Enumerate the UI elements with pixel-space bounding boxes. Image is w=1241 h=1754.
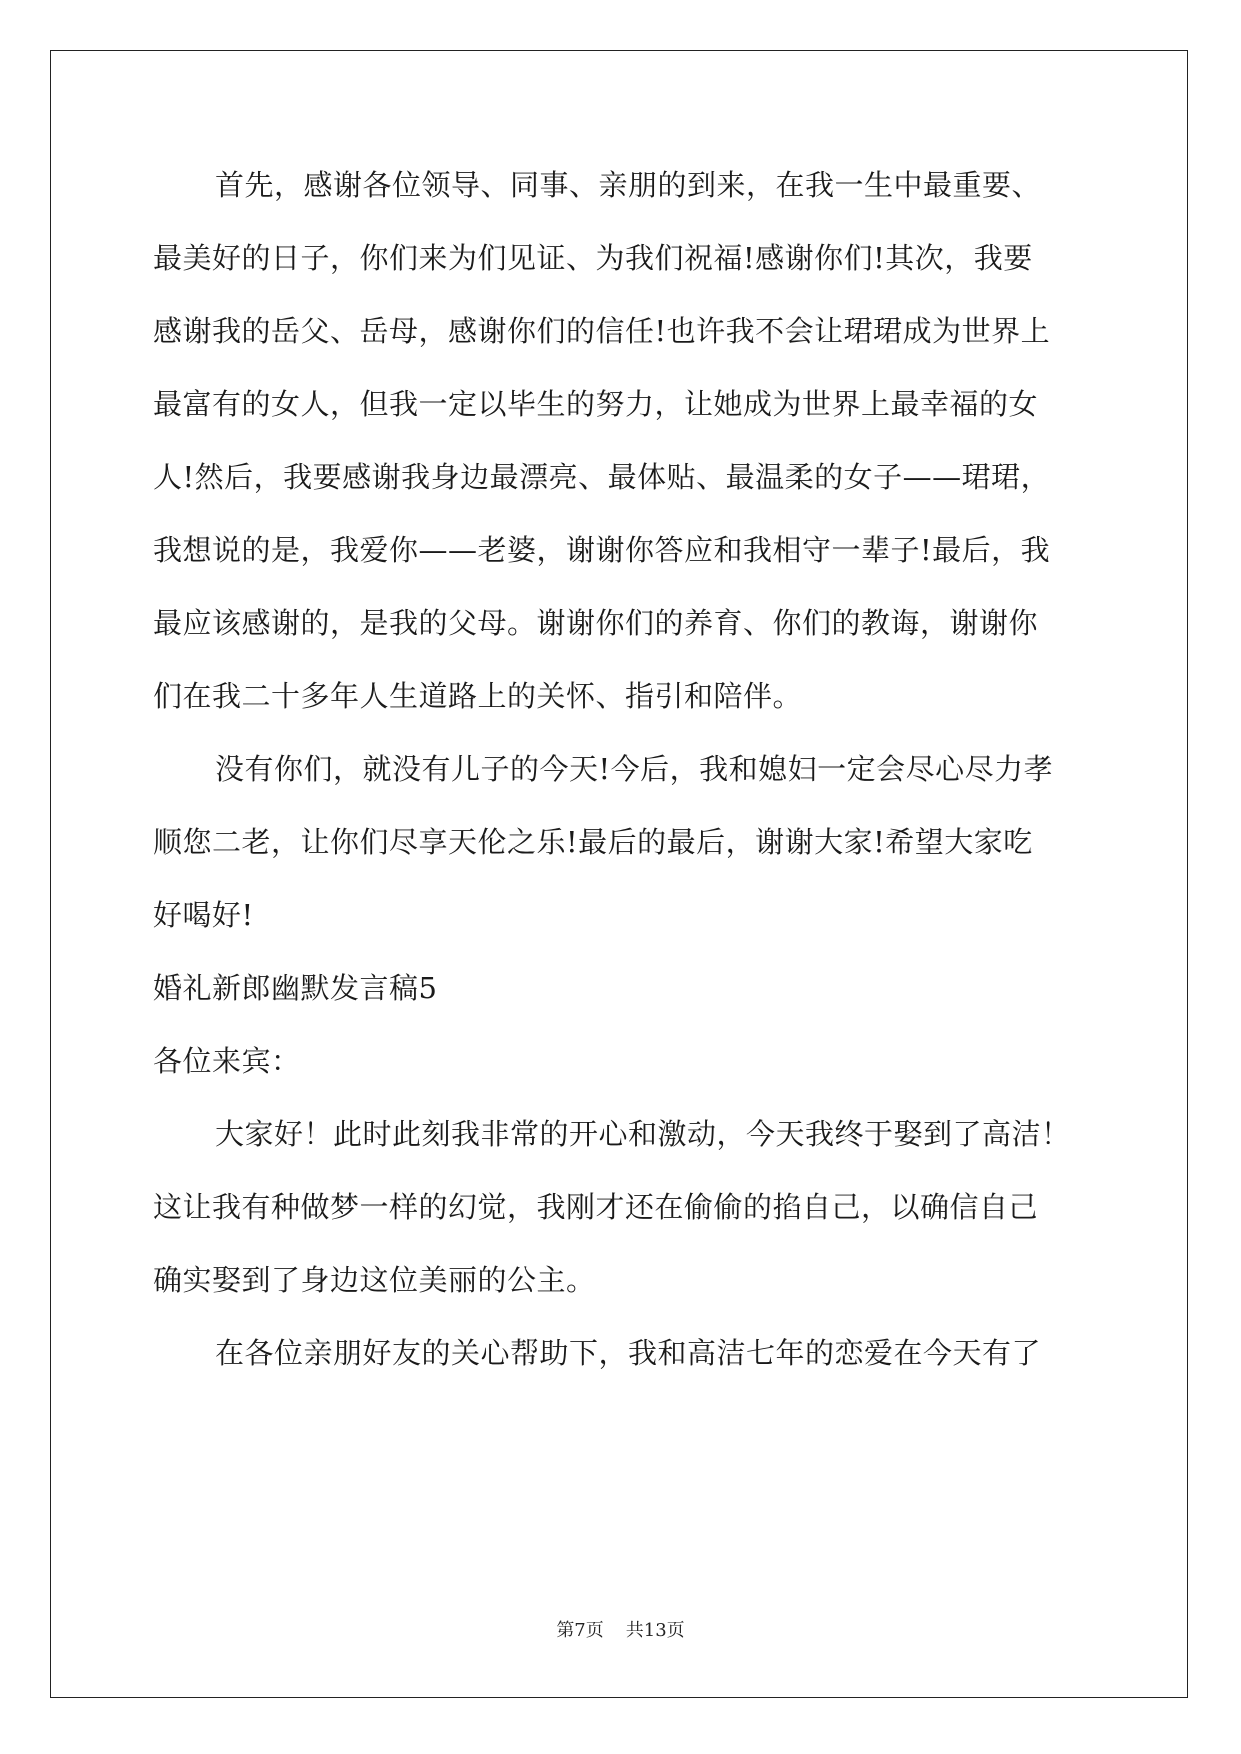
paragraph-line: 最富有的女人，但我一定以毕生的努力，让她成为世界上最幸福的女 [153, 387, 1039, 421]
paragraph-line: 这让我有种做梦一样的幻觉，我刚才还在偷偷的掐自己，以确信自己 [153, 1190, 1039, 1224]
paragraph-line: 最应该感谢的，是我的父母。谢谢你们的养育、你们的教诲，谢谢你 [153, 606, 1039, 640]
page-total: 共13页 [625, 1620, 685, 1641]
paragraph-line: 确实娶到了身边这位美丽的公主。 [153, 1263, 596, 1297]
page-number: 第7页 [556, 1620, 604, 1641]
paragraph-line: 在各位亲朋好友的关心帮助下，我和高洁七年的恋爱在今天有了 [215, 1336, 1042, 1370]
paragraph-line: 大家好！此时此刻我非常的开心和激动，今天我终于娶到了高洁！ [215, 1117, 1071, 1151]
paragraph-line: 人!然后，我要感谢我身边最漂亮、最体贴、最温柔的女子——珺珺， [153, 460, 1051, 494]
paragraph-line: 最美好的日子，你们来为们见证、为我们祝福!感谢你们!其次，我要 [153, 241, 1033, 275]
section-heading: 婚礼新郎幽默发言稿5 [153, 971, 438, 1005]
page-footer [0, 1619, 1241, 1643]
paragraph-line: 首先，感谢各位领导、同事、亲朋的到来，在我一生中最重要、 [215, 168, 1042, 202]
page-border [50, 50, 1188, 1698]
paragraph-line: 顺您二老，让你们尽享天伦之乐!最后的最后，谢谢大家!希望大家吃 [153, 825, 1033, 859]
paragraph-line: 我想说的是，我爱你——老婆，谢谢你答应和我相守一辈子!最后，我 [153, 533, 1051, 567]
paragraph-line: 感谢我的岳父、岳母，感谢你们的信任!也许我不会让珺珺成为世界上 [153, 314, 1051, 348]
paragraph-line: 好喝好! [153, 898, 254, 932]
paragraph-line: 们在我二十多年人生道路上的关怀、指引和陪伴。 [153, 679, 803, 713]
paragraph-line: 没有你们，就没有儿子的今天!今后，我和媳妇一定会尽心尽力孝 [215, 752, 1054, 786]
salutation: 各位来宾： [153, 1044, 301, 1078]
